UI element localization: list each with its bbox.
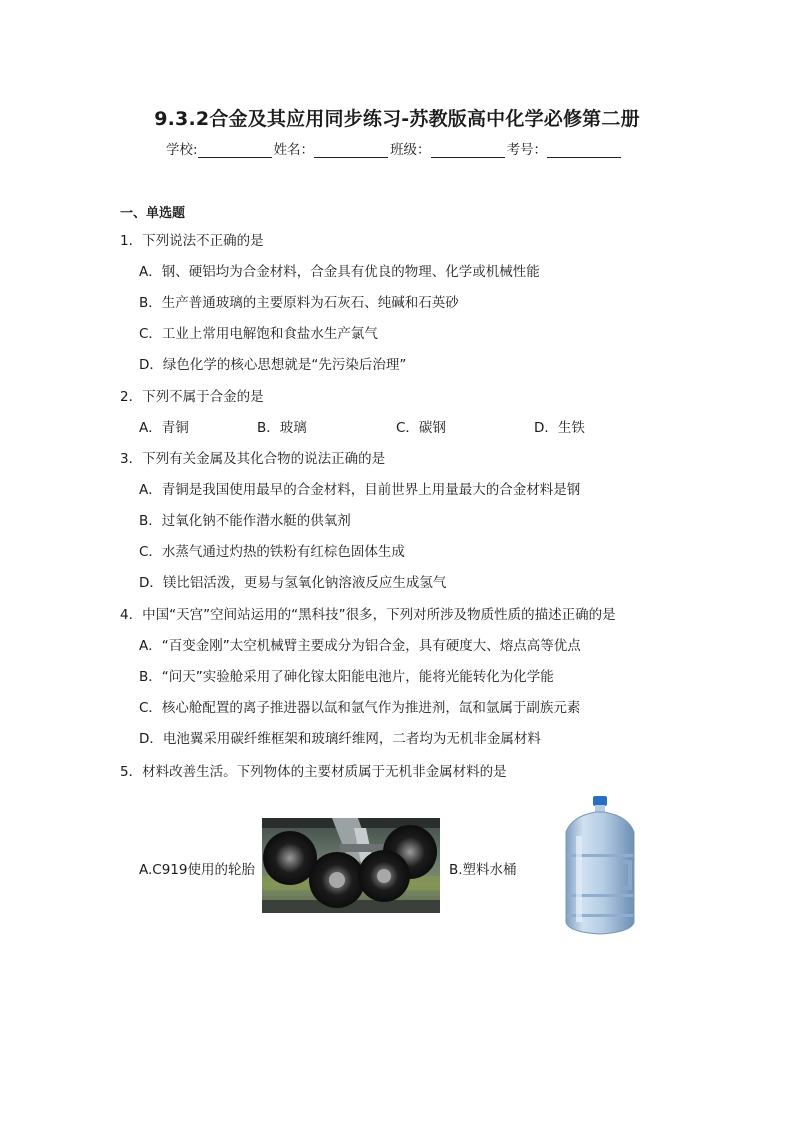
question-2-option-a: A．青铜: [139, 420, 189, 436]
question-4-option-d: D．电池翼采用碳纤维框架和玻璃纤维网，二者均为无机非金属材料: [139, 731, 541, 747]
exam-number-label: 考号：: [506, 142, 548, 158]
question-3-stem: 3．下列有关金属及其化合物的说法正确的是: [120, 451, 386, 467]
section-heading: 一、单选题: [120, 206, 186, 221]
question-1-option-a: A．钢、硬铝均为合金材料，合金具有优良的物理、化学或机械性能: [139, 264, 540, 280]
question-3-option-c: C．水蒸气通过灼热的铁粉有红棕色固体生成: [139, 544, 405, 560]
question-1-option-b: B．生产普通玻璃的主要原料为石灰石、纯碱和石英砂: [139, 295, 459, 311]
question-2-option-c: C．碳钢: [396, 420, 446, 436]
question-4-option-b: B．“问天”实验舱采用了砷化镓太阳能电池片，能将光能转化为化学能: [139, 669, 554, 685]
name-blank: [314, 143, 388, 158]
question-3-option-b: B．过氧化钠不能作潜水艇的供氧剂: [139, 513, 351, 529]
question-4-option-c: C．核心舱配置的离子推进器以氙和氩气作为推进剂，氙和氩属于副族元素: [139, 700, 581, 716]
exam-number-blank: [547, 143, 621, 158]
school-blank: [198, 143, 272, 158]
question-3-option-a: A．青铜是我国使用最早的合金材料，目前世界上用量最大的合金材料是钢: [139, 482, 581, 498]
class-blank: [431, 143, 505, 158]
student-info-line: [166, 138, 623, 158]
document-title: 9.3.2合金及其应用同步练习-苏教版高中化学必修第二册: [154, 108, 640, 130]
question-5-option-a: A.C919使用的轮胎: [139, 862, 255, 878]
question-2-stem: 2．下列不属于合金的是: [120, 389, 264, 405]
plastic-water-bucket-image: [560, 796, 640, 936]
aircraft-landing-gear-tire-image: [262, 818, 440, 913]
question-1-option-d: D．绿色化学的核心思想就是“先污染后治理”: [139, 357, 407, 373]
school-label: 学校:: [166, 142, 198, 158]
question-3-option-d: D．镁比铝活泼，更易与氢氧化钠溶液反应生成氢气: [139, 575, 447, 591]
name-label: 姓名：: [273, 142, 315, 158]
question-2-option-d: D．生铁: [534, 420, 585, 436]
question-5-option-b: B.塑料水桶: [449, 862, 517, 878]
question-1-stem: 1．下列说法不正确的是: [120, 233, 264, 249]
question-2-option-b: B．玻璃: [257, 420, 307, 436]
question-4-stem: 4．中国“天宫”空间站运用的“黑科技”很多，下列对所涉及物质性质的描述正确的是: [120, 607, 616, 623]
class-label: 班级：: [390, 142, 431, 158]
question-1-option-c: C．工业上常用电解饱和食盐水生产氯气: [139, 326, 378, 342]
question-5-stem: 5．材料改善生活。下列物体的主要材质属于无机非金属材料的是: [120, 764, 507, 780]
question-4-option-a: A．“百变金刚”太空机械臂主要成分为铝合金，具有硬度大、熔点高等优点: [139, 638, 581, 654]
